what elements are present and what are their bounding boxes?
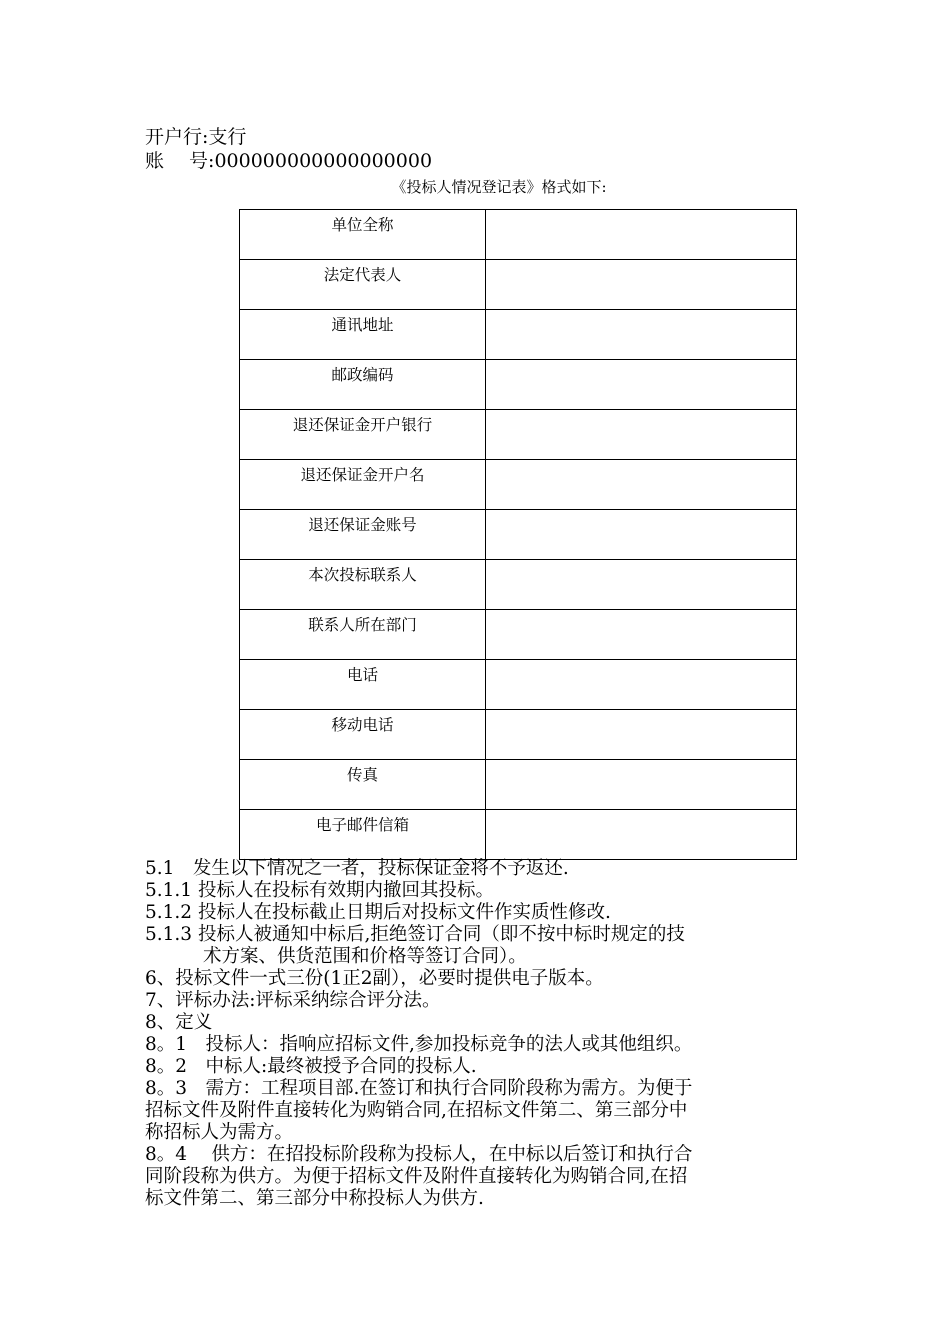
form-row-value-cell[interactable] (486, 210, 797, 260)
paragraph-5-1-3-continued: 术方案、供货范围和价格等签订合同）。 (203, 946, 527, 967)
form-row (240, 410, 797, 460)
header-block (145, 125, 432, 173)
form-row-label: 单位全称 (240, 210, 486, 260)
form-row (240, 260, 797, 310)
form-row-label: 退还保证金开户名 (240, 460, 486, 510)
form-row (240, 610, 797, 660)
form-row-value-cell[interactable] (486, 810, 797, 860)
form-row (240, 460, 797, 510)
form-row-value-cell[interactable] (486, 310, 797, 360)
form-row-label: 法定代表人 (240, 260, 486, 310)
form-row-value-cell[interactable] (486, 410, 797, 460)
form-row (240, 710, 797, 760)
form-row (240, 360, 797, 410)
form-row-value-cell[interactable] (486, 260, 797, 310)
form-row-value-cell[interactable] (486, 660, 797, 710)
form-row-label: 邮政编码 (240, 360, 486, 410)
paragraph-8: 8、定义 (145, 1012, 213, 1033)
paragraph-8-3: 8。3 需方：工程项目部.在签订和执行合同阶段称为需方。为便于 (145, 1078, 693, 1099)
form-row-value-cell[interactable] (486, 560, 797, 610)
form-row-label: 移动电话 (240, 710, 486, 760)
paragraph-8-1: 8。1 投标人：指响应招标文件,参加投标竞争的法人或其他组织。 (145, 1034, 693, 1055)
paragraph-8-4: 8。4 供方：在招投标阶段称为投标人，在中标以后签订和执行合 (145, 1144, 693, 1165)
paragraph-5-1: 5.1 发生以下情况之一者，投标保证金将不予返还. (145, 858, 569, 879)
form-row (240, 560, 797, 610)
form-row (240, 810, 797, 860)
bank-line: 开户行:支行 (145, 126, 247, 148)
paragraph-5-1-2: 5.1.2 投标人在投标截止日期后对投标文件作实质性修改. (145, 902, 611, 923)
form-row (240, 660, 797, 710)
bidder-registration-table (239, 209, 797, 860)
paragraph-7: 7、评标办法:评标采纳综合评分法。 (145, 990, 441, 1011)
form-row-value-cell[interactable] (486, 510, 797, 560)
form-row-value-cell[interactable] (486, 610, 797, 660)
paragraph-8-2: 8。2 中标人:最终被授予合同的投标人. (145, 1056, 477, 1077)
form-row (240, 310, 797, 360)
paragraph-8-4-line3: 标文件第二、第三部分中称投标人为供方. (145, 1188, 484, 1209)
table-caption: 《投标人情况登记表》格式如下: (391, 178, 607, 196)
paragraph-8-4-line2: 同阶段称为供方。为便于招标文件及附件直接转化为购销合同,在招 (145, 1166, 688, 1187)
form-row-label: 传真 (240, 760, 486, 810)
form-row-label: 电子邮件信箱 (240, 810, 486, 860)
form-row (240, 510, 797, 560)
form-row-label: 电话 (240, 660, 486, 710)
account-line (145, 149, 432, 173)
account-value: :000000000000000000 (208, 150, 433, 172)
body-text (145, 858, 810, 1210)
form-row-value-cell[interactable] (486, 710, 797, 760)
paragraph-8-3-line3: 称招标人为需方。 (145, 1122, 294, 1143)
paragraph-5-1-1: 5.1.1 投标人在投标有效期内撤回其投标。 (145, 880, 494, 901)
form-row (240, 760, 797, 810)
paragraph-5-1-3: 5.1.3 投标人被通知中标后,拒绝签订合同（即不按中标时规定的技 (145, 924, 685, 945)
paragraph-8-3-line2: 招标文件及附件直接转化为购销合同,在招标文件第二、第三部分中 (145, 1100, 688, 1121)
form-row-value-cell[interactable] (486, 760, 797, 810)
form-row (240, 210, 797, 260)
form-row-value-cell[interactable] (486, 460, 797, 510)
form-row-label: 联系人所在部门 (240, 610, 486, 660)
paragraph-6: 6、投标文件一式三份(1正2副），必要时提供电子版本。 (145, 968, 604, 989)
form-row-value-cell[interactable] (486, 360, 797, 410)
account-label: 账 号 (145, 150, 209, 172)
form-row-label: 退还保证金开户银行 (240, 410, 486, 460)
form-row-label: 本次投标联系人 (240, 560, 486, 610)
form-row-label: 通讯地址 (240, 310, 486, 360)
form-row-label: 退还保证金账号 (240, 510, 486, 560)
